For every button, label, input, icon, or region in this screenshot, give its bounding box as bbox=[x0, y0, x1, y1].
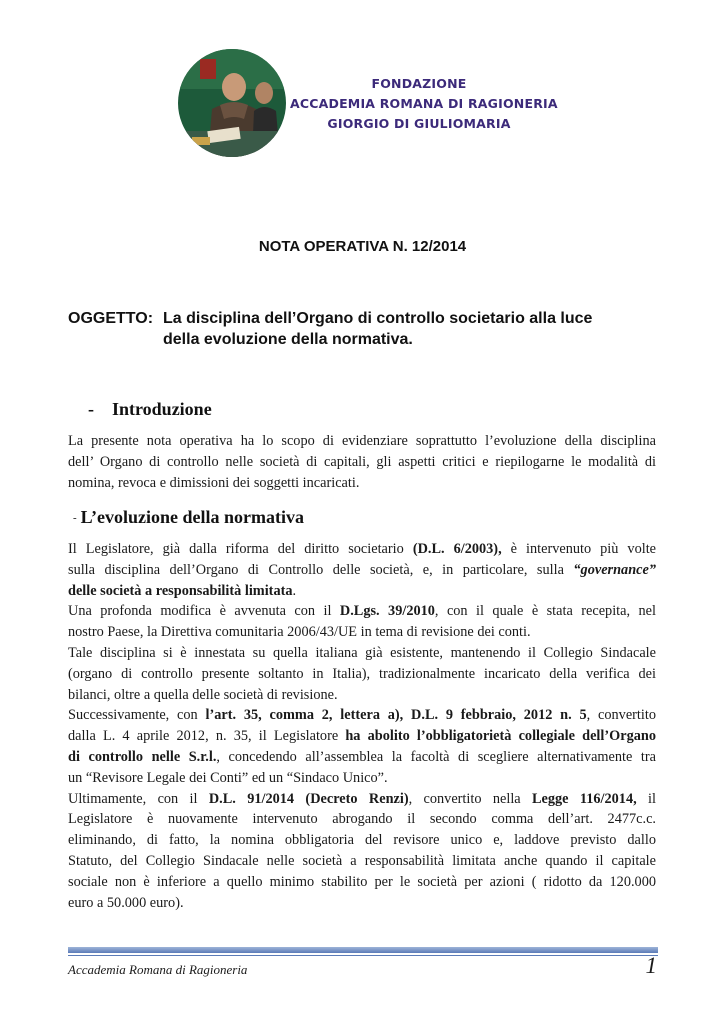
org-line-1: FONDAZIONE bbox=[371, 76, 467, 91]
intro-line-1: La presente nota operativa ha lo scopo di evidenziare soprattutto l’evoluzione della disciplina bbox=[68, 433, 656, 449]
evolution-paragraph bbox=[68, 539, 656, 913]
evo-line: Tale disciplina si è innestata su quella italiana già esistente, mantenendo il Collegio Sindacale bbox=[68, 644, 656, 661]
evo-line: dalla L. 4 aprile 2012, n. 35, il Legislatore ha abolito l’obbligatorietà collegiale dell’Organo bbox=[68, 728, 656, 745]
evo-line: Il Legislatore, già dalla riforma del diritto societario (D.L. 6/2003), è intervenuto più volte bbox=[68, 541, 657, 557]
intro-line-3: nomina, revoca e dimissioni dei soggetti incaricati. bbox=[68, 474, 360, 491]
organization-name bbox=[290, 74, 558, 134]
intro-line-2: dell’ Organo di controllo nelle società di capitali, gli aspetti critici e riepilogarne le modalità di bbox=[68, 453, 656, 470]
subject-line-2: della evoluzione della normativa. bbox=[163, 331, 413, 348]
subject-line-1: La disciplina dell’Organo di controllo societario alla luce bbox=[163, 310, 593, 327]
heading-text: Introduzione bbox=[112, 399, 212, 419]
evo-line: eliminando, di fatto, la nomina obbligatoria del revisore unico e, laddove previsto dallo bbox=[68, 832, 656, 849]
footer-rule-thin bbox=[68, 955, 658, 956]
heading-dash: - bbox=[88, 399, 94, 419]
section-heading-evoluzione bbox=[73, 507, 304, 528]
evo-line: Successivamente, con l’art. 35, comma 2, lettera a), D.L. 9 febbraio, 2012 n. 5, convertito bbox=[68, 707, 656, 724]
evo-line: Statuto, del Collegio Sindacale nelle società a responsabilità limitata anche quando il capitale bbox=[68, 852, 656, 869]
evo-line: di controllo nelle S.r.l., concedendo all’assemblea la facoltà di scegliere alternativamente tra bbox=[68, 748, 656, 765]
evo-line: Ultimamente, con il D.L. 91/2014 (Decreto Renzi), convertito nella Legge 116/2014, il bbox=[68, 790, 656, 807]
footer-text: Accademia Romana di Ragioneria bbox=[68, 962, 248, 977]
section-heading-introduzione bbox=[88, 399, 212, 420]
evo-line: delle società a responsabilità limitata. bbox=[68, 582, 297, 599]
evo-line: un “Revisore Legale dei Conti” ed un “Sindaco Unico”. bbox=[68, 769, 388, 786]
evo-line: euro a 50.000 euro). bbox=[68, 894, 184, 911]
subject-label: OGGETTO: bbox=[68, 310, 154, 327]
evo-line: (organo di controllo presente soltanto in Italia), tradizionalmente incaricato della verifica dei bbox=[68, 665, 656, 682]
portrait-medallion-icon bbox=[178, 49, 286, 157]
footer-rule bbox=[68, 947, 658, 953]
org-line-2: ACCADEMIA ROMANA DI RAGIONERIA bbox=[290, 96, 558, 111]
evo-line: bilanci, oltre a quella delle società di revisione. bbox=[68, 686, 338, 703]
foundation-logo bbox=[178, 49, 286, 157]
heading-dash: - bbox=[73, 512, 77, 524]
evo-line: Una profonda modifica è avvenuta con il D.Lgs. 39/2010, con il quale è stata recepita, nel bbox=[68, 603, 656, 620]
subject-block bbox=[68, 308, 668, 350]
evo-line: sociale non è inferiore a quello minimo stabilito per le società per azioni ( ridotto da 120.000 bbox=[68, 873, 656, 890]
document-title: NOTA OPERATIVA N. 12/2014 bbox=[258, 238, 467, 255]
intro-paragraph bbox=[68, 431, 656, 493]
evo-line: sulla disciplina dell’Organo di Controllo delle società, e, in particolare, sulla “governance” bbox=[68, 561, 656, 578]
org-line-3: GIORGIO DI GIULIOMARIA bbox=[327, 116, 511, 131]
evo-line: Legislatore è nuovamente intervenuto abrogando il secondo comma dell’art. 2477c.c. bbox=[68, 811, 656, 828]
heading-text: L’evoluzione della normativa bbox=[80, 507, 305, 527]
page-number: 1 bbox=[645, 953, 657, 978]
evo-line: nostro Paese, la Direttiva comunitaria 2006/43/UE in tema di revisione dei conti. bbox=[68, 624, 531, 641]
